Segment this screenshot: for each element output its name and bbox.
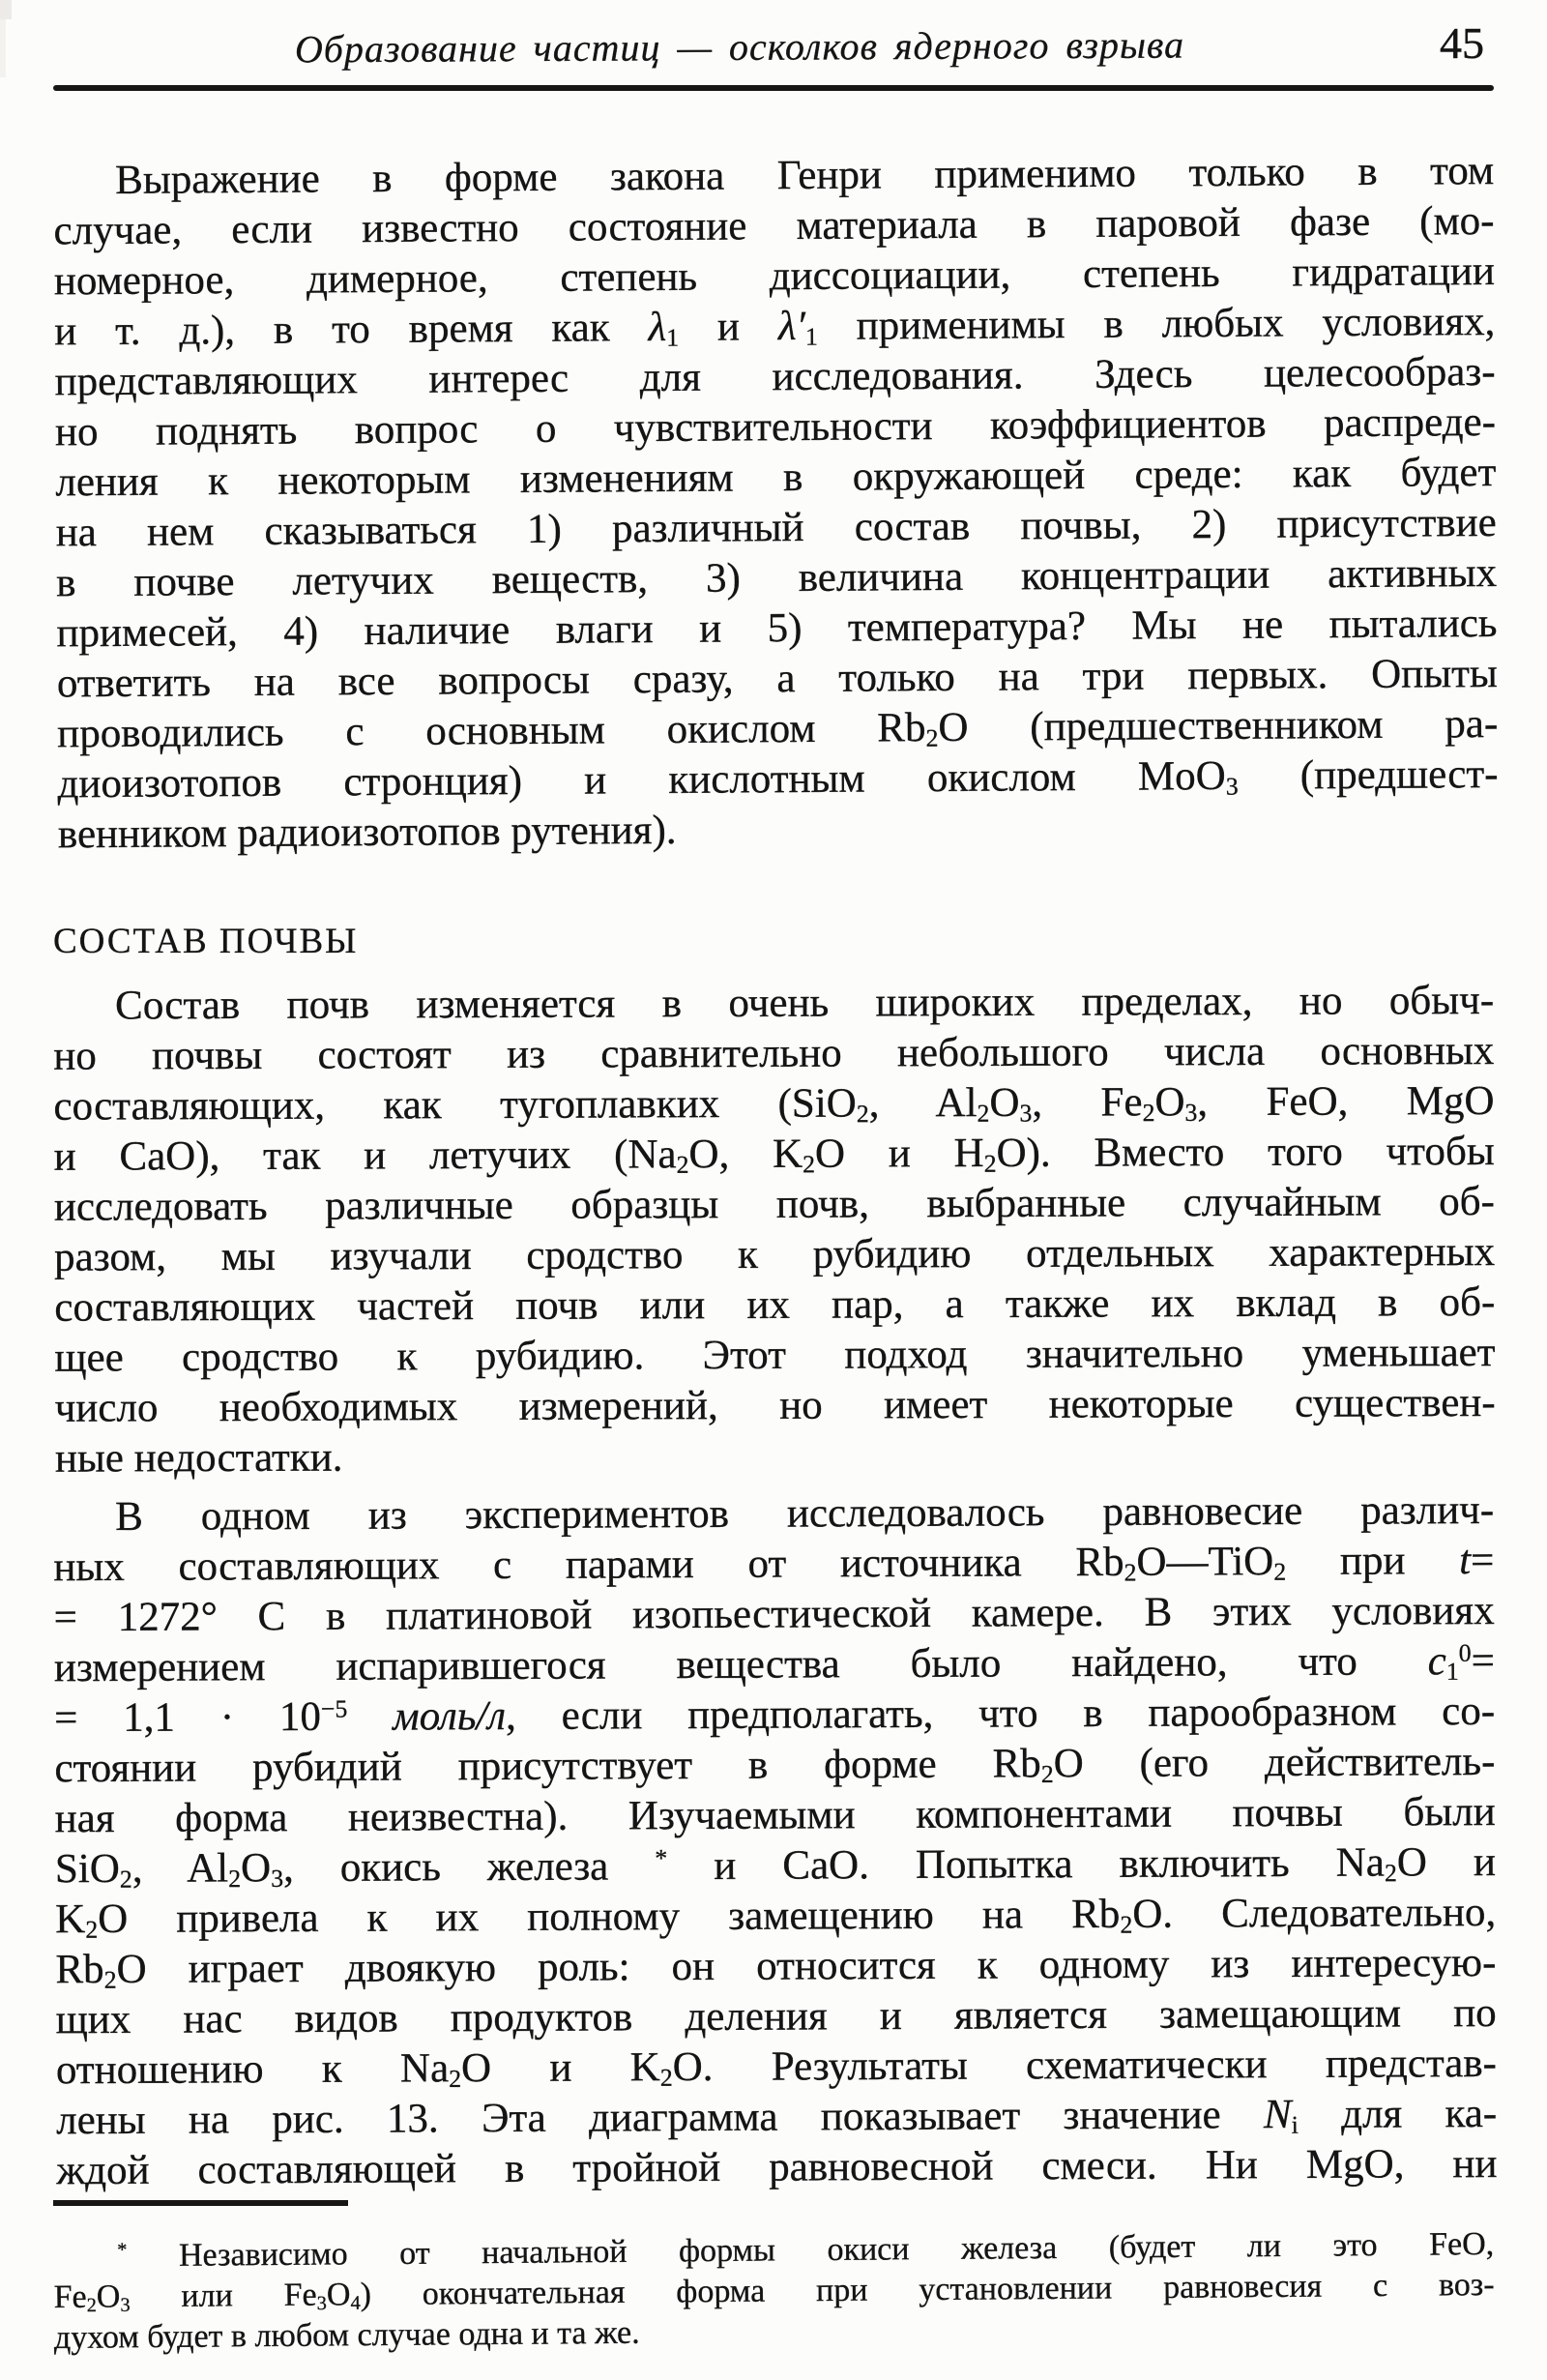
- text-line: лены на рис. 13. Эта диаграмма показывает значение $N_i$ для ка-: [56, 2090, 1498, 2144]
- text-line: $Rb_2O$ играет двоякую роль: он относится к одному из интересую-: [55, 1939, 1497, 1994]
- subscript-text: 1: [666, 323, 680, 352]
- subscript-text: 2: [803, 1150, 816, 1179]
- text-line: отношению к $Na_2O$ и $K_2O$. Результаты схематически представ-: [55, 2040, 1498, 2094]
- subscript-text: 3: [1225, 772, 1239, 801]
- text-line: щее сродство к рубидию. Этот подход значительно уменьшает: [54, 1329, 1496, 1381]
- supscript-text: −5: [320, 1694, 348, 1723]
- text-line: ления к некоторым изменениям в окружающей среде: как будет: [55, 449, 1497, 506]
- text-line: $Fe_2O_3$ или $Fe_3O_4$) окончательная форма при установлении равновесия с воз-: [53, 2266, 1495, 2317]
- text-line: В одном из экспериментов исследовалось равновесие различ-: [115, 1487, 1495, 1540]
- text-line: Выражение в форме закона Генри применимо только в том: [115, 147, 1495, 203]
- italic-text: λ: [648, 304, 667, 351]
- text-line: ные недостатки.: [54, 1434, 343, 1482]
- paragraph: [53, 1485, 1498, 2196]
- subscript-text: 2: [1120, 1910, 1133, 1939]
- subscript-text: 2: [449, 2064, 462, 2093]
- subscript-text: 2: [856, 1100, 869, 1129]
- page-content-area: [53, 0, 1499, 2380]
- subscript-text: 2: [228, 1865, 242, 1894]
- subscript-text: 3: [120, 2294, 131, 2316]
- subscript-text: 2: [1142, 1099, 1155, 1128]
- subscript-text: 2: [85, 1915, 99, 1944]
- italic-text: моль/л: [393, 1692, 507, 1740]
- text-line: разом, мы изучали сродство к рубидию отдельных характерных: [54, 1228, 1496, 1280]
- text-line: составляющих частей почв или их пар, а также их вклад в об-: [54, 1278, 1496, 1331]
- subscript-text: 2: [103, 1965, 117, 1994]
- text-line: составляющих, как тугоплавких (SiO$_2$, $Al_2O_3$, $Fe_2O_3$, FeO, MgO: [53, 1077, 1495, 1130]
- subscript-text: 3: [271, 1864, 284, 1893]
- text-line: измерением испарившегося вещества было найдено, что $c_1^0=$: [53, 1637, 1496, 1691]
- paragraph: [53, 146, 1499, 860]
- footnote-rule: [53, 2200, 348, 2206]
- footnote-text: [53, 2224, 1495, 2359]
- subscript-text: 4: [350, 2292, 361, 2314]
- supscript-text: *: [655, 1843, 668, 1872]
- subscript-text: 2: [1124, 1558, 1137, 1587]
- supscript-text: *: [117, 2239, 128, 2261]
- text-line: венником радиоизотопов рутения).: [57, 807, 677, 858]
- subscript-text: 2: [983, 1149, 997, 1178]
- text-line: * Независимо от начальной формы окиси железа (будет ли это FeO,: [117, 2226, 1495, 2275]
- subscript-text: 3: [316, 2293, 328, 2315]
- italic-text: N: [1263, 2092, 1292, 2138]
- subscript-text: 2: [925, 723, 939, 752]
- text-line: представляющих интерес для исследования. Здесь целесообраз-: [54, 348, 1496, 405]
- text-line: номерное, димерное, степень диссоциации, степень гидратации: [53, 248, 1496, 305]
- text-line: = 1272° C в платиновой изопьестической камере. В этих условиях: [53, 1587, 1495, 1641]
- page-number: 45: [1440, 18, 1484, 68]
- subscript-text: 1: [804, 322, 818, 351]
- text-line: ответить на все вопросы сразу, а только на три первых. Опыты: [56, 650, 1498, 707]
- running-header-title: Образование частиц — осколков ядерного взрыва: [294, 22, 1185, 72]
- subscript-text: 1: [1445, 1657, 1459, 1686]
- text-line: и т. д.), в то время как $\lambda_1$ и $\lambda'_1$ применимы в любых условиях,: [54, 298, 1496, 355]
- text-line: ждой составляющей в тройной равновесной смеси. Ни MgO, ни: [56, 2140, 1498, 2194]
- text-line: и CaO), так и летучих ($Na_2O$, $K_2O$ и $H_2O$). Вместо того чтобы: [53, 1128, 1495, 1180]
- subscript-text: 2: [977, 1099, 990, 1128]
- italic-text: λ′: [777, 303, 806, 350]
- text-line: ная форма неизвестна). Изучаемыми компонентами почвы были: [54, 1788, 1496, 1842]
- text-line: в почве летучих веществ, 3) величина концентрации активных: [55, 549, 1498, 606]
- text-line: духом будет в любом случае одна и та же.: [53, 2314, 640, 2356]
- subscript-text: 2: [1384, 1859, 1397, 1888]
- text-line: исследовать различные образцы почв, выбранные случайным об-: [53, 1178, 1495, 1230]
- text-line: случае, если известно состояние материала в паровой фазе (мо-: [53, 197, 1495, 254]
- paragraph: [53, 976, 1496, 1484]
- subscript-text: 2: [86, 2295, 97, 2317]
- text-line: стоянии рубидий присутствует в форме $Rb_2O$ (его действитель-: [54, 1738, 1496, 1792]
- text-line: ных составляющих с парами от источника $Rb_2O—TiO_2$ при t=: [53, 1537, 1495, 1591]
- text-line: проводились с основным окислом $Rb_2O$ (предшественником ра-: [57, 700, 1499, 757]
- header-rule: [53, 85, 1494, 91]
- italic-text: c: [1427, 1638, 1446, 1685]
- text-line: Состав почв изменяется в очень широких пределах, но обыч-: [115, 978, 1495, 1029]
- supscript-text: 0: [1458, 1638, 1472, 1667]
- subscript-text: 3: [1019, 1099, 1033, 1128]
- text-line: но поднять вопрос о чувствительности коэффициентов распреде-: [54, 398, 1497, 455]
- text-line: примесей, 4) наличие влаги и 5) температура? Мы не пытались: [56, 600, 1498, 657]
- subscript-text: i: [1291, 2110, 1299, 2139]
- subscript-text: 2: [119, 1865, 132, 1894]
- scan-edge-artifact: [0, 19, 6, 77]
- subscript-text: 2: [676, 1150, 689, 1179]
- subscript-text: 2: [1273, 1557, 1287, 1586]
- italic-text: t: [1459, 1538, 1472, 1584]
- text-line: на нем сказываться 1) различный состав почвы, 2) присутствие: [55, 499, 1497, 556]
- subscript-text: 3: [1184, 1098, 1198, 1127]
- text-line: но почвы состоят из сравнительно небольшого числа основных: [53, 1027, 1495, 1079]
- text-line: диоизотопов стронция) и кислотным окислом MoO$_3$ (предшест-: [57, 750, 1499, 808]
- text-line: число необходимых измерений, но имеет некоторые существен-: [54, 1379, 1496, 1431]
- text-line: = $1,1 \cdot 10^{-5}$ моль/л, если предполагать, что в парообразном со-: [54, 1688, 1496, 1742]
- subscript-text: 2: [1040, 1759, 1054, 1788]
- text-line: щих нас видов продуктов деления и является замещающим по: [55, 1989, 1497, 2043]
- section-heading: СОСТАВ ПОЧВЫ: [53, 922, 359, 961]
- text-line: $K_2O$ привела к их полному замещению на $Rb_2O$. Следовательно,: [55, 1889, 1497, 1944]
- text-line: SiO$_2$, $Al_2O_3$, окись железа * и CaO. Попытка включить $Na_2O$ и: [54, 1838, 1497, 1894]
- scan-smudge-artifact: [0, 0, 12, 19]
- subscript-text: 2: [659, 2063, 673, 2092]
